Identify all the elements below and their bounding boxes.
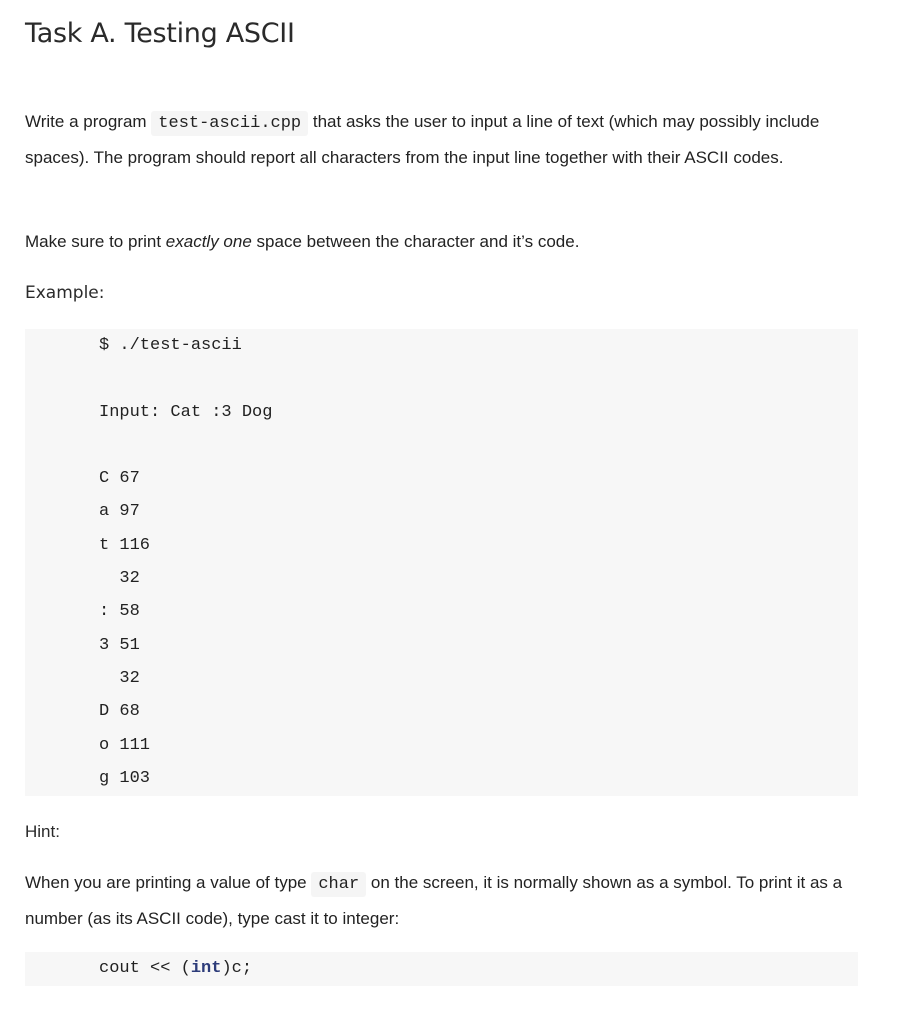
- example-line: 32: [99, 668, 140, 688]
- example-line: D 68: [99, 702, 140, 722]
- example-line: a 97: [99, 502, 140, 522]
- note-emphasis: exactly one: [165, 232, 252, 251]
- hint-paragraph: [25, 866, 870, 936]
- page-title: Task A. Testing ASCII: [25, 18, 295, 49]
- hint-code-line: [99, 952, 858, 985]
- note-text-after: space between the character and it’s code.: [256, 232, 580, 251]
- intro-text-after: that asks the user to input a line of text (which may possibly include spaces). The program should report all characters from the input line together with their ASCII codes.: [25, 112, 820, 167]
- note-text-before: Make sure to print: [25, 232, 162, 251]
- example-line: [99, 362, 858, 395]
- example-line: [99, 429, 858, 462]
- example-line: 3 51: [99, 635, 140, 655]
- hint-code-block: [25, 952, 858, 986]
- hint-code: [25, 952, 858, 985]
- example-line: o 111: [99, 735, 151, 755]
- filename-code: test-ascii.cpp: [151, 111, 308, 136]
- hint-label: Hint:: [25, 822, 60, 841]
- note-paragraph: [25, 225, 870, 259]
- example-line: t 116: [99, 535, 151, 555]
- example-line: $ ./test-ascii: [99, 336, 242, 355]
- example-line: g 103: [99, 768, 151, 788]
- intro-paragraph: [25, 105, 870, 175]
- example-line: Input: Cat :3 Dog: [99, 402, 273, 422]
- example-line: : 58: [99, 602, 140, 622]
- hint-code-keyword: int: [190, 959, 222, 978]
- hint-text-after: on the screen, it is normally shown as a symbol. To print it as a number (as its ASCII code), type cast it to integer:: [25, 873, 843, 928]
- example-code: [25, 329, 858, 795]
- hint-text-before: When you are printing a value of type: [25, 873, 307, 892]
- hint-code-prefix: cout << (: [99, 959, 191, 978]
- intro-text-before: Write a program: [25, 112, 147, 131]
- example-line: 32: [99, 569, 140, 589]
- example-label: Example:: [25, 283, 105, 303]
- example-code-block: [25, 329, 858, 796]
- example-line: C 67: [99, 469, 140, 489]
- hint-code-suffix: )c;: [221, 959, 253, 978]
- char-type-code: char: [311, 872, 366, 897]
